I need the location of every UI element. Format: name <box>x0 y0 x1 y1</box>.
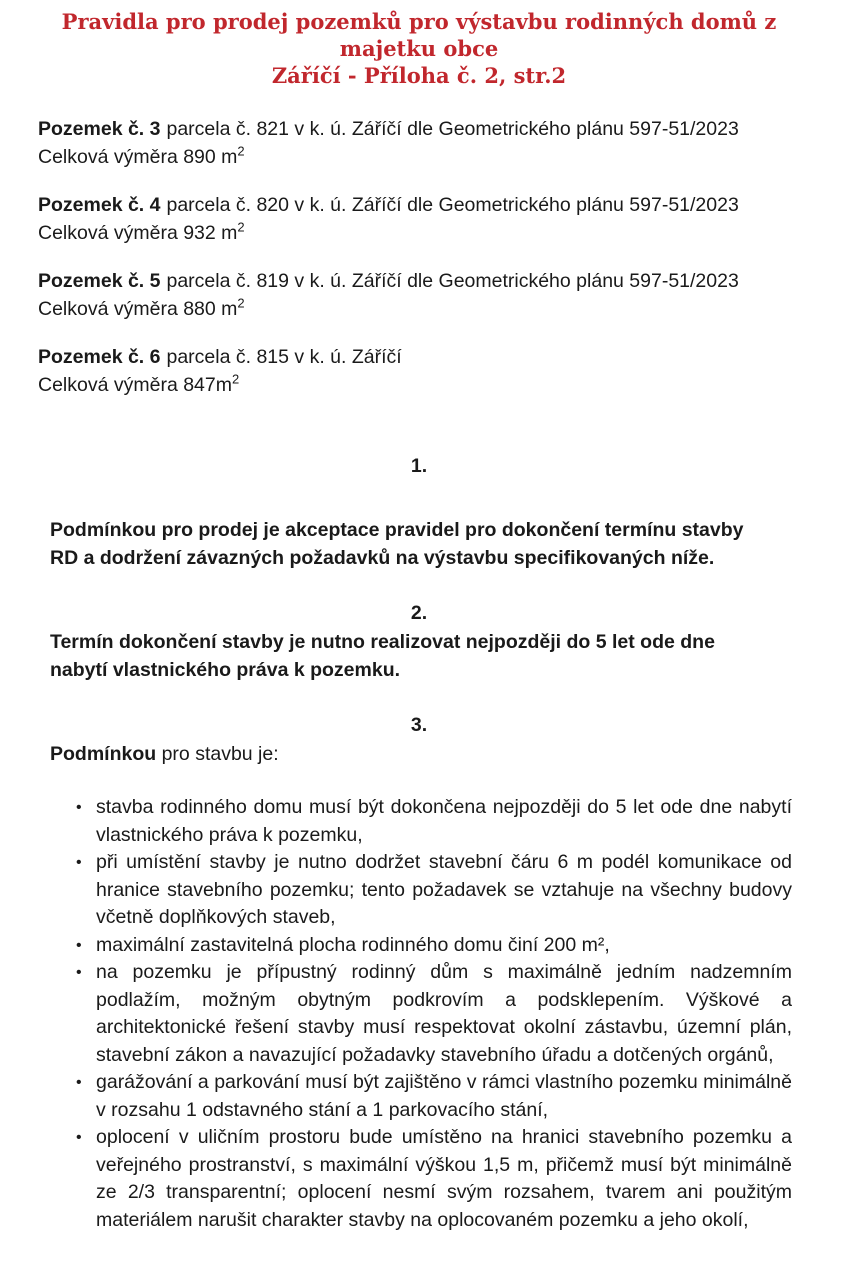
section-number-3: 3. <box>410 714 428 736</box>
plot-item-4 <box>38 191 800 247</box>
plot-item-5 <box>38 267 800 323</box>
bullet-text: stavba rodinného domu musí být dokončena nejpozději do 5 let ode dne nabytí vlastnického práva k pozemku, <box>96 796 792 846</box>
plot-detail: parcela č. 820 v k. ú. Záříčí dle Geometrického plánu 597-51/2023 <box>166 194 739 216</box>
plot-area-sup: 2 <box>237 295 245 311</box>
plot-heading <box>38 267 800 295</box>
bullet-text: při umístění stavby je nutno dodržet stavební čáru 6 m podél komunikace od hranice stavebního pozemku; tento požadavek se vztahuje na všechny budovy včetně doplňkových staveb, <box>96 851 792 928</box>
plot-area-sup: 2 <box>237 219 245 235</box>
section-number-2: 2. <box>410 602 428 624</box>
bullet-marker: • <box>76 964 82 981</box>
plot-area-text: Celková výměra 880 m <box>38 298 238 320</box>
lead-rest: pro stavbu je: <box>156 743 279 765</box>
bullet-text: maximální zastavitelná plocha rodinného domu činí 200 m², <box>96 933 610 956</box>
plot-area-text: Celková výměra 932 m <box>38 222 238 244</box>
bullet-marker: • <box>76 1129 82 1146</box>
bullet-item-3 <box>68 932 792 960</box>
bullet-marker: • <box>76 1074 82 1091</box>
page-title-line2: Záříčí - Příloha č. 2, str.2 <box>271 63 567 88</box>
section-number-1: 1. <box>410 455 428 477</box>
plot-area <box>38 143 800 171</box>
bullet-item-1 <box>68 794 792 849</box>
page-title <box>38 8 800 89</box>
plot-area-sup: 2 <box>237 143 245 159</box>
plot-heading <box>38 115 800 143</box>
spacer <box>38 419 800 445</box>
plot-heading <box>38 343 800 371</box>
plot-detail: parcela č. 815 v k. ú. Záříčí <box>166 346 402 368</box>
bullet-item-2 <box>68 849 792 932</box>
bullet-text: na pozemku je přípustný rodinný dům s maximálně jedním nadzemním podlažím, možným obytným podkrovím a podsklepením. Výškové a architektonické řešení stavby musí respektovat okolní zástavbu, územní plán, stavební zákon a navazující požadavky stavebního úřadu a dotčených orgánů, <box>96 961 792 1066</box>
plot-area-text: Celková výměra 847m <box>38 374 232 396</box>
plot-heading <box>38 191 800 219</box>
plot-detail: parcela č. 821 v k. ú. Záříčí dle Geometrického plánu 597-51/2023 <box>166 118 739 140</box>
page-title-line1: Pravidla pro prodej pozemků pro výstavbu rodinných domů z majetku obce <box>61 9 777 61</box>
bullet-item-5 <box>68 1069 792 1124</box>
plot-area-text: Celková výměra 890 m <box>38 146 238 168</box>
plot-area-sup: 2 <box>232 371 240 387</box>
plot-item-3 <box>38 115 800 171</box>
plot-area <box>38 219 800 247</box>
bullet-item-4 <box>68 959 792 1069</box>
lead-bold-word: Podmínkou <box>50 743 157 765</box>
bullet-marker: • <box>76 854 82 871</box>
plot-label: Pozemek č. 3 <box>38 118 161 140</box>
plot-detail: parcela č. 819 v k. ú. Záříčí dle Geometrického plánu 597-51/2023 <box>166 270 739 292</box>
plot-label: Pozemek č. 5 <box>38 270 161 292</box>
bullet-marker: • <box>76 799 82 816</box>
plot-label: Pozemek č. 6 <box>38 346 161 368</box>
plot-area <box>38 295 800 323</box>
section-paragraph-2: Termín dokončení stavby je nutno realizovat nejpozději do 5 let ode dne nabytí vlastnického práva k pozemku. <box>50 631 715 681</box>
bullet-text: garážování a parkování musí být zajištěno v rámci vlastního pozemku minimálně v rozsahu 1 odstavného stání a 1 parkovacího stání, <box>96 1071 792 1121</box>
section-3-lead <box>38 740 800 768</box>
plot-item-6 <box>38 343 800 399</box>
bullet-item-6 <box>68 1124 792 1234</box>
plot-area <box>38 371 800 399</box>
bullet-marker: • <box>76 936 82 954</box>
conditions-bullet-list <box>38 794 800 1234</box>
section-paragraph-1: Podmínkou pro prodej je akceptace pravidel pro dokončení termínu stavby RD a dodržení závazných požadavků na výstavbu specifikovaných níže. <box>50 519 744 569</box>
bullet-text: oplocení v uličním prostoru bude umístěno na hranici stavebního pozemku a veřejného prostranství, s maximální výškou 1,5 m, přičemž musí být minimálně ze 2/3 transparentní; oplocení nesmí svým rozsahem, tvarem ani použitým materiálem narušit charakter stavby na oplocovaném pozemku a jeho okolí, <box>96 1126 792 1231</box>
plot-label: Pozemek č. 4 <box>38 194 161 216</box>
